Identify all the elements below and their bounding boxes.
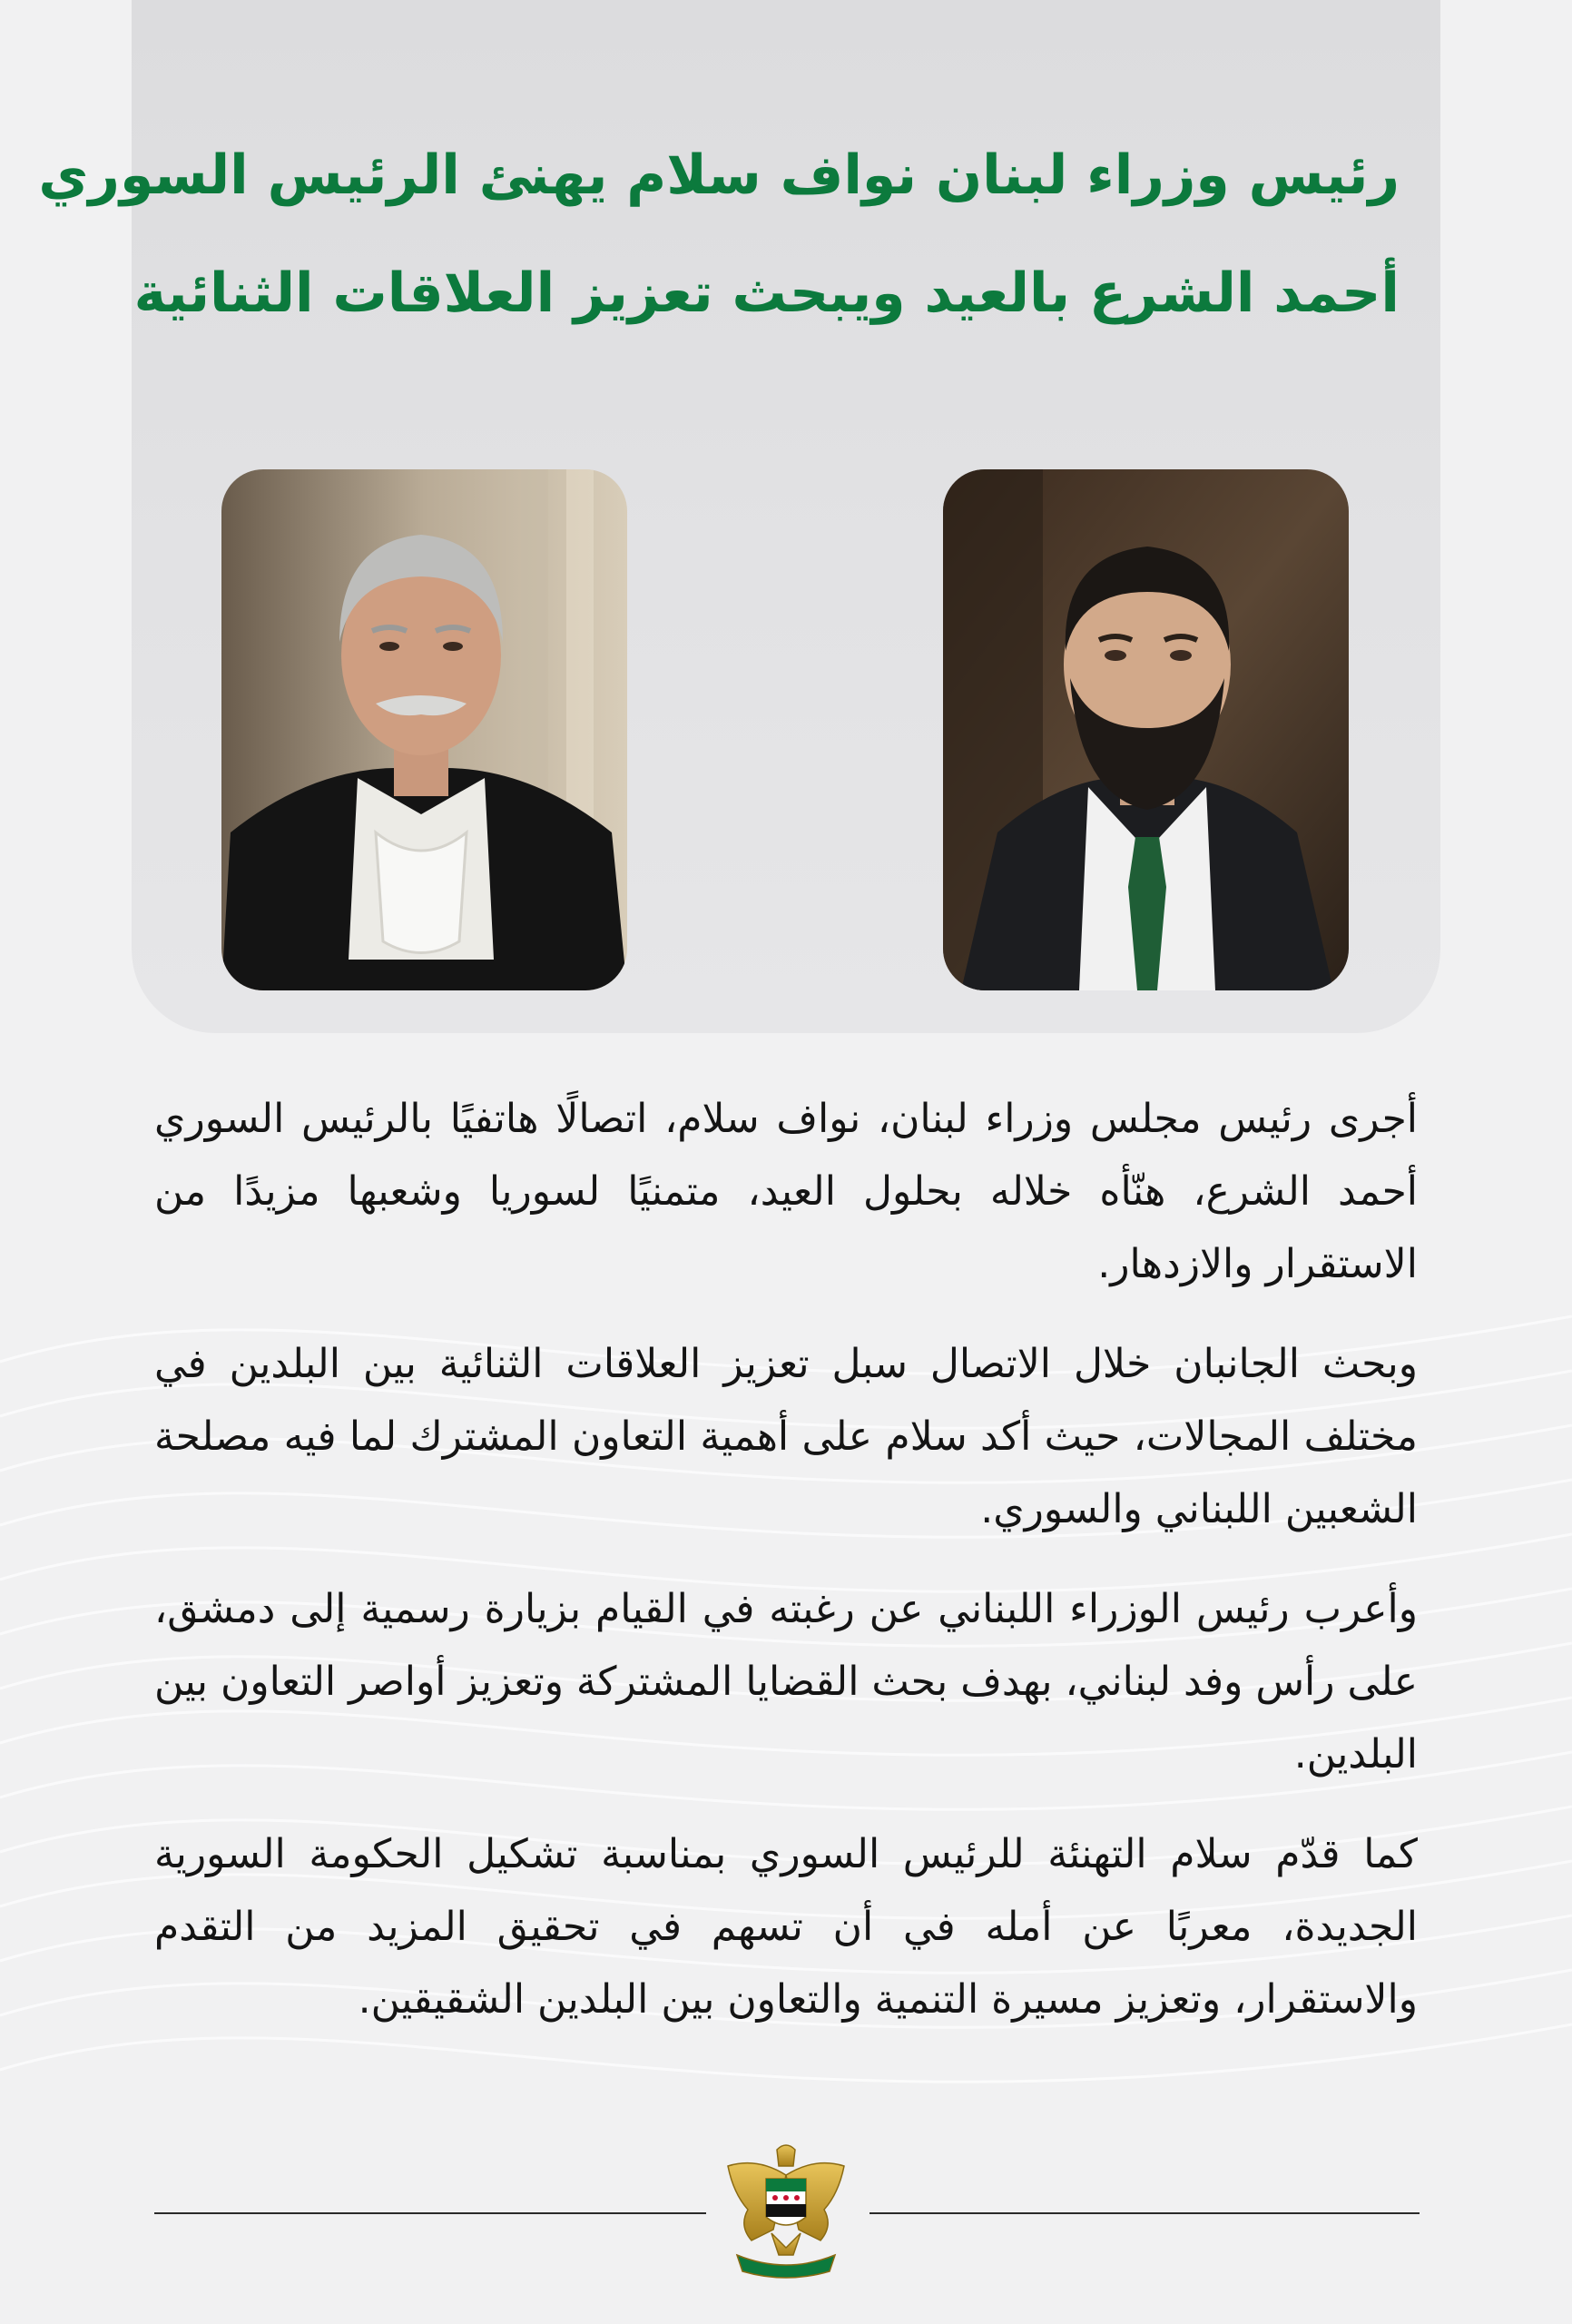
headline bbox=[38, 116, 1400, 352]
headline-line-1: رئيس وزراء لبنان نواف سلام يهنئ الرئيس السوري bbox=[38, 143, 1400, 207]
article-paragraph-1: أجرى رئيس مجلس وزراء لبنان، نواف سلام، اتصالًا هاتفيًا بالرئيس السوري أحمد الشرع، هنّأه خلاله بحلول العيد، متمنيًا لسوريا وشعبها مزيدًا من الاستقرار والازدهار. bbox=[154, 1096, 1418, 1287]
article-paragraph-2: وبحث الجانبان خلال الاتصال سبل تعزيز العلاقات الثنائية بين البلدين في مختلف المجالات، حيث أكد سلام على أهمية التعاون المشترك لما فيه مصلحة الشعبين اللبناني والسوري. bbox=[154, 1341, 1418, 1532]
golden-eagle-emblem-icon bbox=[721, 2139, 851, 2279]
article-paragraph-4: كما قدّم سلام التهنئة للرئيس السوري بمناسبة تشكيل الحكومة السورية الجديدة، معربًا عن أمله في أن تسهم في تحقيق المزيد من التقدم والاستقرار، وتعزيز مسيرة التنمية والتعاون بين البلدين الشقيقين. bbox=[154, 1831, 1418, 2023]
article-paragraph-3: وأعرب رئيس الوزراء اللبناني عن رغبته في القيام بزيارة رسمية إلى دمشق، على رأس وفد لبناني، بهدف بحث القضايا المشتركة وتعزيز أواصر التعاون بين البلدين. bbox=[154, 1586, 1418, 1777]
article-body bbox=[154, 1083, 1418, 2063]
headline-line-2: أحمد الشرع بالعيد ويبحث تعزيز العلاقات الثنائية bbox=[133, 261, 1400, 325]
footer-divider-right bbox=[870, 2212, 1420, 2214]
footer-divider-left bbox=[154, 2212, 706, 2214]
portrait-photo-ahmed-al-sharaa bbox=[943, 469, 1349, 990]
portrait-photo-nawaf-salam bbox=[221, 469, 627, 990]
